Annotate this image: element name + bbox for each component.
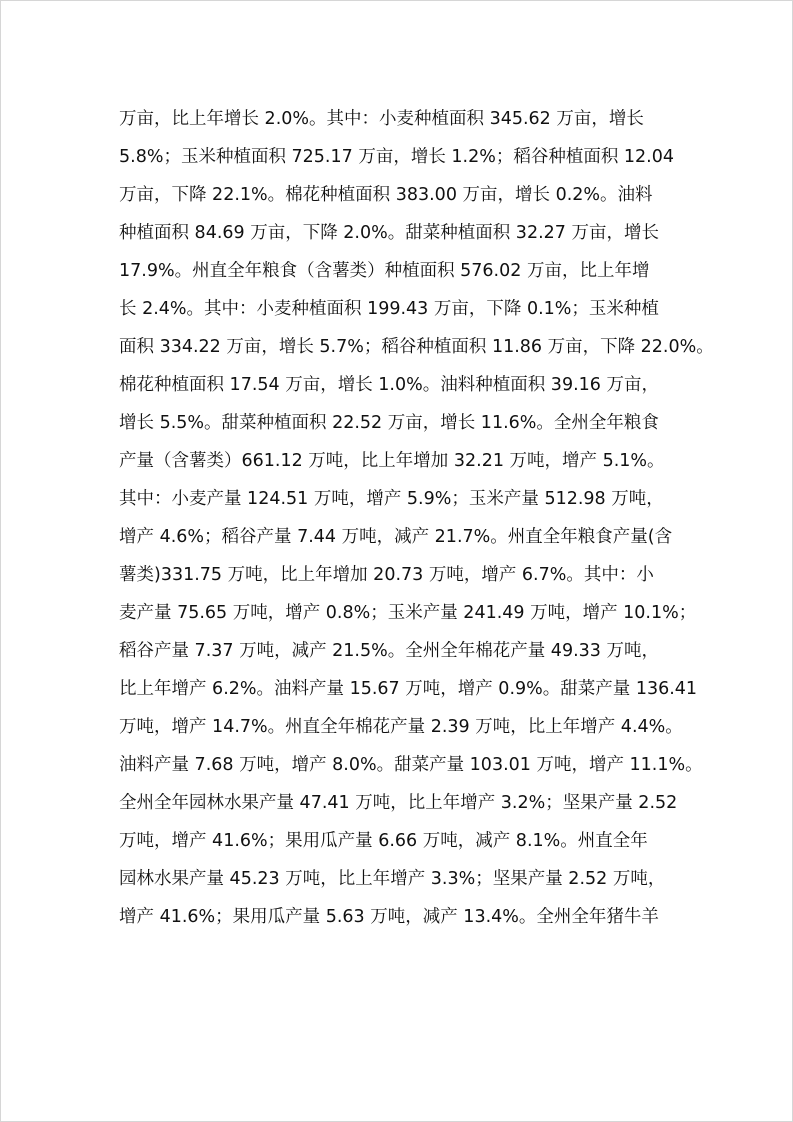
text-line: 棉花种植面积 17.54 万亩，增长 1.0%。油料种植面积 39.16 万亩， [119,375,659,395]
text-line: 万吨，增产 41.6%；果用瓜产量 6.66 万吨，减产 8.1%。州直全年 [119,831,648,851]
text-line: 增产 4.6%；稻谷产量 7.44 万吨，减产 21.7%。州直全年粮食产量(含 [119,527,673,547]
text-line: 长 2.4%。其中：小麦种植面积 199.43 万亩，下降 0.1%；玉米种植 [119,299,659,319]
text-line: 全州全年园林水果产量 47.41 万吨，比上年增产 3.2%；坚果产量 2.52 [119,793,678,813]
text-line: 其中：小麦产量 124.51 万吨，增产 5.9%；玉米产量 512.98 万吨， [119,489,664,509]
text-line: 麦产量 75.65 万吨，增产 0.8%；玉米产量 241.49 万吨，增产 10.1%； [119,603,697,623]
text-line: 万亩，下降 22.1%。棉花种植面积 383.00 万亩，增长 0.2%。油料 [119,185,653,205]
text-line: 稻谷产量 7.37 万吨，减产 21.5%。全州全年棉花产量 49.33 万吨， [119,641,659,661]
text-line: 增产 41.6%；果用瓜产量 5.63 万吨，减产 13.4%。全州全年猪牛羊 [119,907,659,927]
text-line: 万亩，比上年增长 2.0%。其中：小麦种植面积 345.62 万亩，增长 [119,109,644,129]
text-line: 薯类)331.75 万吨，比上年增加 20.73 万吨，增产 6.7%。其中：小 [119,565,654,585]
text-line: 5.8%；玉米种植面积 725.17 万亩，增长 1.2%；稻谷种植面积 12.04 [119,147,674,167]
text-line: 园林水果产量 45.23 万吨，比上年增产 3.3%；坚果产量 2.52 万吨， [119,869,666,889]
text-line: 增长 5.5%。甜菜种植面积 22.52 万亩，增长 11.6%。全州全年粮食 [119,413,659,433]
text-line: 万吨，增产 14.7%。州直全年棉花产量 2.39 万吨，比上年增产 4.4%。 [119,717,683,737]
text-line: 产量（含薯类）661.12 万吨，比上年增加 32.21 万吨，增产 5.1%。 [119,451,665,471]
body-paragraph [119,100,714,936]
text-line: 油料产量 7.68 万吨，增产 8.0%。甜菜产量 103.01 万吨，增产 11.1%。 [119,755,703,775]
text-line: 17.9%。州直全年粮食（含薯类）种植面积 576.02 万亩，比上年增 [119,261,650,281]
text-line: 比上年增产 6.2%。油料产量 15.67 万吨，增产 0.9%。甜菜产量 136.41 [119,679,698,699]
text-line: 面积 334.22 万亩，增长 5.7%；稻谷种植面积 11.86 万亩，下降 22.0%。 [119,337,714,357]
text-line: 种植面积 84.69 万亩，下降 2.0%。甜菜种植面积 32.27 万亩，增长 [119,223,659,243]
